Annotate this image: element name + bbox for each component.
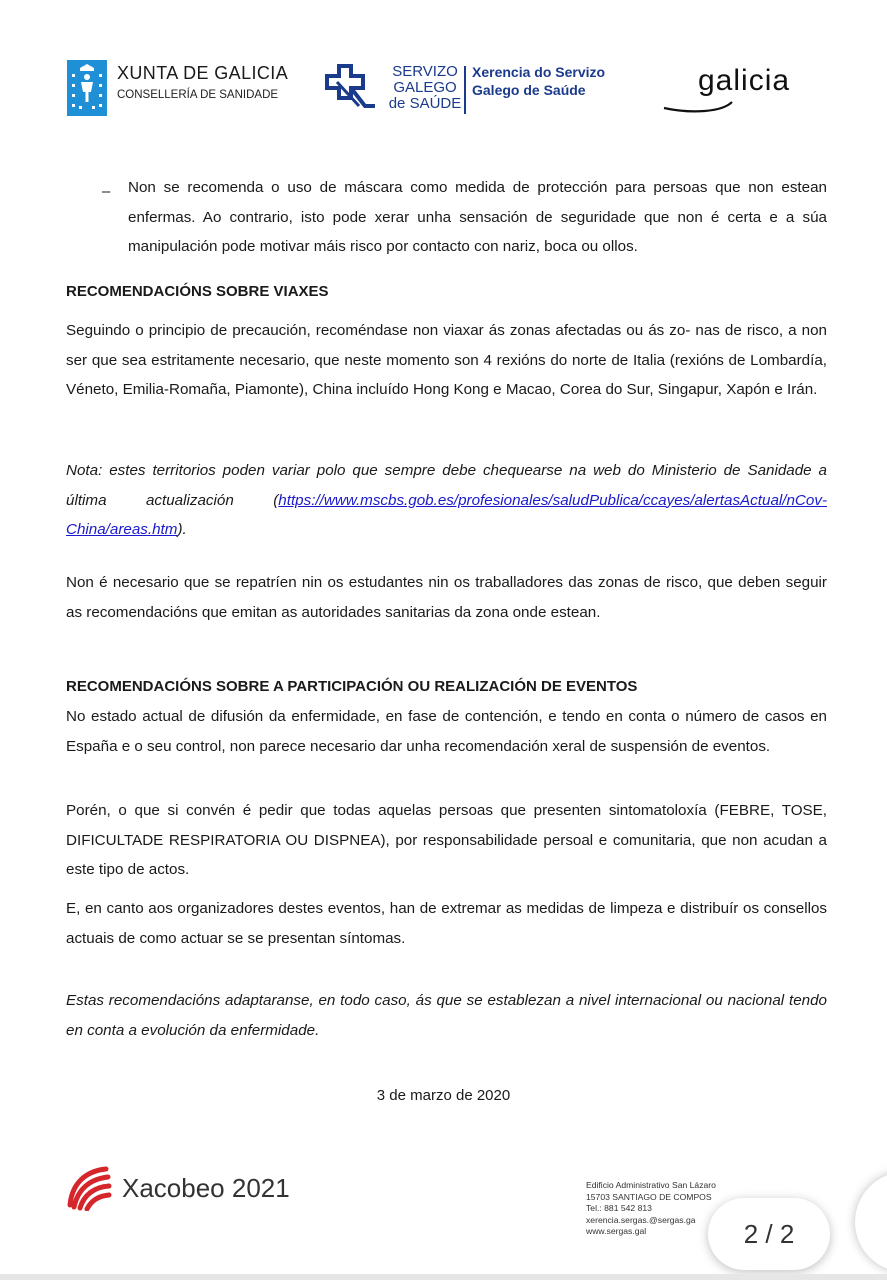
bottom-bar xyxy=(0,1274,887,1280)
address-line-2: 15703 SANTIAGO DE COMPOS xyxy=(586,1191,712,1202)
bullet-dash: – xyxy=(102,183,111,200)
sergas-line3: de SAÚDE xyxy=(388,95,462,112)
xunta-subtitle: CONSELLERÍA DE SANIDADE xyxy=(117,89,279,101)
sergas-logo xyxy=(323,60,633,120)
ministry-link[interactable]: https://www.mscbs.gob.es/profesionales/saludPublica/ccayes/alertasActual/nCov- China/areas.htm xyxy=(66,491,827,538)
travel-note-end: ). xyxy=(177,521,187,538)
galicia-wordmark: galicia xyxy=(698,64,791,97)
travel-note-text: Nota: estes territorios poden variar polo que sempre debe chequearse na web do Ministerio de Sanidade a última actualización ( xyxy=(66,462,827,509)
xunta-title: XUNTA DE GALICIA xyxy=(117,63,289,83)
xunta-flag-icon xyxy=(67,60,107,116)
address-line-3: Tel.: 881 542 813 xyxy=(586,1203,652,1214)
sergas-line1: SERVIZO xyxy=(392,63,458,80)
sergas-cross-icon xyxy=(323,62,379,114)
xerencia-name xyxy=(472,63,605,99)
events-paragraph-1: No estado actual de difusión da enfermidade, en fase de contención, e tendo en conta o número de casos en España e o seu control, non parece necesario dar unha recomendación xeral de suspensión de eventos. xyxy=(66,708,827,755)
sergas-divider xyxy=(464,66,466,114)
address-line-4: xerencia.sergas.@sergas.ga xyxy=(586,1214,696,1225)
closing-paragraph: Estas recomendacións adaptaranse, en todo caso, ás que se establezan a nivel internacional ou nacional tendo en conta a evolución da enfermidade. xyxy=(66,992,827,1039)
repatriation-paragraph: Non é necesario que se repatríen nin os estudantes nin os traballadores das zonas de risco, que deben seguir as recomendacións que emitan as autoridades sanitarias da zona onde estean. xyxy=(66,574,827,621)
document-date: 3 de marzo de 2020 xyxy=(376,1087,511,1104)
xacobeo-shell-icon xyxy=(66,1165,112,1211)
xerencia-line1: Xerencia do Servizo xyxy=(472,64,606,80)
travel-heading: RECOMENDACIÓNS SOBRE VIAXES xyxy=(66,283,329,300)
mask-recommendation: Non se recomenda o uso de máscara como medida de protección para persoas que non estean enfermas. Ao contrario, isto pode xerar unha sensación de seguridade que non é certa e a súa manipulación pode motivar máis risco por contacto con nariz, boca ou ollos. xyxy=(128,179,827,255)
events-heading: RECOMENDACIÓNS SOBRE A PARTICIPACIÓN OU REALIZACIÓN DE EVENTOS xyxy=(66,678,638,695)
sergas-line2: GALEGO xyxy=(393,79,457,96)
xerencia-line2: Galego de Saúde xyxy=(472,82,586,98)
events-paragraph-3: E, en canto aos organizadores destes eventos, han de extremar as medidas de limpeza e distribuír os consellos actuais de como actuar se se presentan síntomas. xyxy=(66,900,827,947)
footer-address xyxy=(586,1180,716,1238)
travel-paragraph: Seguindo o principio de precaución, recoméndase non viaxar ás zonas afectadas ou ás zo- nas de risco, a non ser que sea estritamente necesario, que neste momento son 4 rexións do norte de Italia (rexións de Lombardía, Véneto, Emilia-Romaña, Piamonte), China incluído Hong Kong e Macao, Corea do Sur, Singapur, Xapón e Irán. xyxy=(66,322,827,398)
xacobeo-logo xyxy=(66,1163,306,1215)
address-line-5: www.sergas.gal xyxy=(586,1226,647,1237)
page-indicator[interactable]: 2 / 2 xyxy=(708,1198,830,1270)
floating-action-button[interactable] xyxy=(855,1172,887,1272)
sergas-name xyxy=(385,64,465,112)
galicia-logo xyxy=(662,58,822,116)
address-line-1: Edificio Administrativo San Lázaro xyxy=(586,1180,716,1190)
xacobeo-wordmark: Xacobeo 2021 xyxy=(122,1173,290,1203)
xunta-logo xyxy=(67,60,307,116)
events-paragraph-2: Porén, o que si convén é pedir que todas aquelas persoas que presenten sintomatoloxía (FEBRE, TOSE, DIFICULTADE RESPIRATORIA OU DISPNEA), por responsabilidade persoal e comunitaria, que non acudan a este tipo de actos. xyxy=(66,802,827,878)
travel-note xyxy=(66,456,827,545)
